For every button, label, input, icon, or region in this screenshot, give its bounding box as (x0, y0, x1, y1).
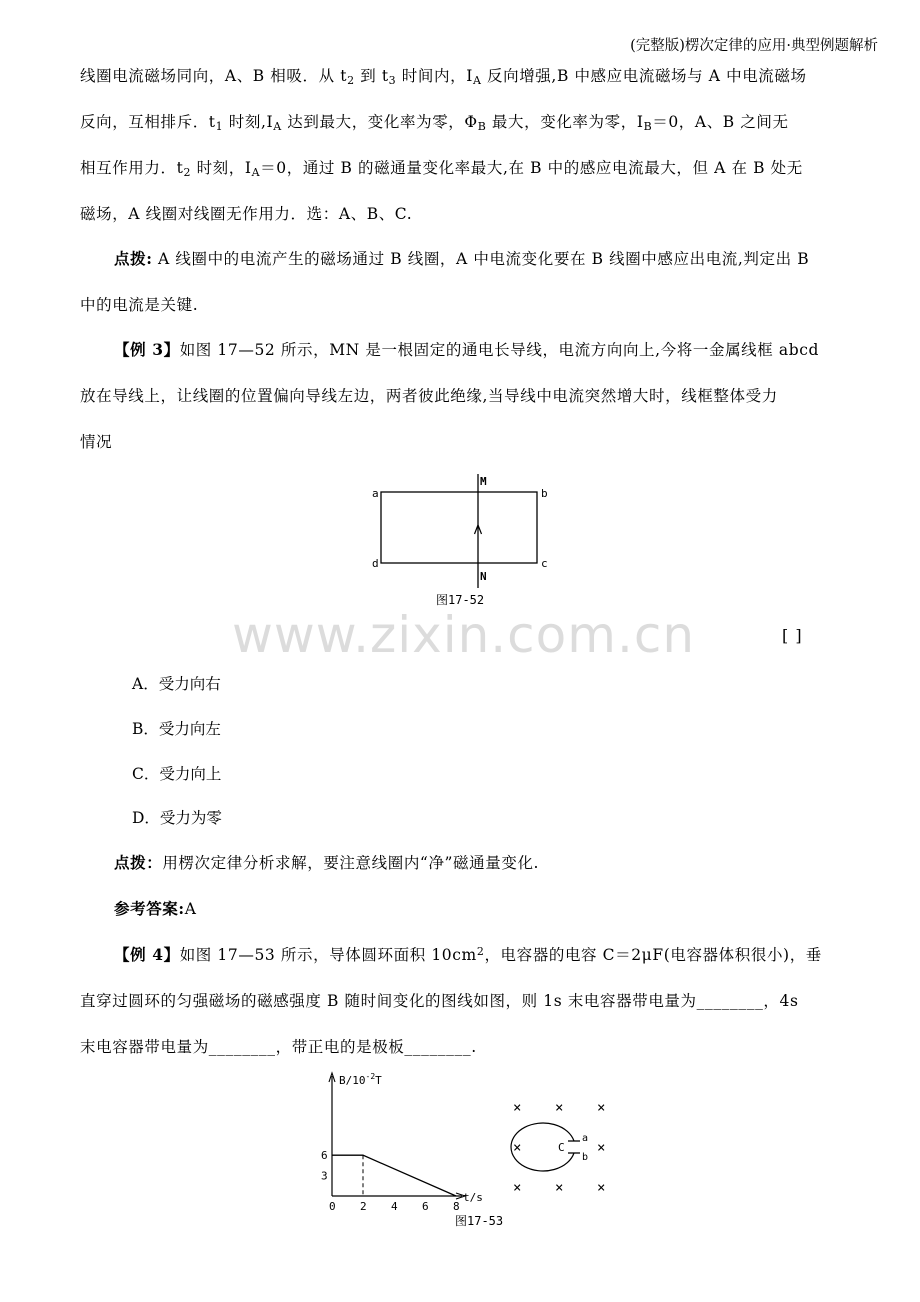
x-tick-label: 8 (453, 1200, 460, 1213)
x-tick-label: 0 (329, 1200, 336, 1213)
page-header: (完整版)楞次定律的应用·典型例题解析 (630, 38, 878, 54)
example-3: 【例 3】如图 17—52 所示，MN 是一根固定的通电长导线，电流方向向上,今将一金属线框 abcd 放在导线上，让线圈的位置偏向导线左边，两者彼此绝缘,当导线中电流突然增大时，线框整体受力 情况 (80, 340, 820, 451)
label-d: d (372, 557, 379, 570)
label-c: c (541, 557, 548, 570)
field-cross-icon: × (597, 1100, 606, 1116)
wire-frame-abcd (381, 492, 537, 563)
x-tick-label: 4 (391, 1200, 398, 1213)
figure-17-52 (360, 470, 560, 610)
x-tick-label: 2 (360, 1200, 367, 1213)
plate-b-label: b (582, 1152, 589, 1163)
option-b: B．受力向左 (132, 720, 221, 738)
field-cross-icon: × (597, 1180, 606, 1196)
series-line-b (332, 1155, 456, 1196)
example-label: 【例 3】 (114, 340, 180, 359)
plate-a-label: a (582, 1133, 589, 1144)
answer-value: A (184, 900, 197, 918)
field-cross-icon: × (513, 1100, 522, 1116)
solution-paragraph (80, 53, 850, 237)
field-cross-icon: × (555, 1180, 564, 1196)
capacitor-label: C (558, 1141, 565, 1154)
figure-caption: 图17-53 (455, 1214, 504, 1228)
label-n: N (480, 570, 487, 583)
watermark: www.zixin.com.cn (232, 606, 696, 664)
field-cross-icon: × (597, 1140, 606, 1156)
figure-17-53 (300, 1070, 630, 1230)
y-axis-label: $B/10^{-2}T$ (339, 1072, 382, 1087)
field-cross-icon: × (513, 1180, 522, 1196)
paragraph-line: 线圈电流磁场同向，A、B 相吸．从 $t_2$ 到 $t_3$ 时间内，$I_A$ 反向增强,B 中感应电流磁场与 A 中电流磁场 (80, 67, 807, 87)
reference-answer (80, 886, 850, 932)
option-c: C．受力向上 (132, 765, 222, 783)
field-cross-icon: × (555, 1100, 564, 1116)
option-a: A．受力向右 (132, 675, 221, 693)
y-tick-label: 6 (321, 1149, 328, 1163)
example-label: 【例 4】 (114, 945, 180, 964)
option-d: D．受力为零 (132, 809, 222, 827)
paragraph-line: 反向，互相排斥．$t_1$ 时刻$,I_A$ 达到最大，变化率为零，$\Phi_B$ 最大，变化率为零，$I_B=0$，A、B 之间无 (80, 113, 789, 133)
tip-paragraph: 点拨: A 线圈中的电流产生的磁场通过 B 线圈，A 中电流变化要在 B 线圈中感应出电流,判定出 B 中的电流是关键. (80, 249, 810, 314)
tip-2: 点拨：用楞次定律分析求解，要注意线圈内“净”磁通量变化. (114, 853, 540, 872)
y-tick-label: 3 (321, 1169, 328, 1183)
label-m: M (480, 475, 487, 488)
example-4: 【例 4】如图 17—53 所示，导体圆环面积 $10cm^2$，电容器的电容 C＝2μF(电容器体积很小)，垂 直穿过圆环的匀强磁场的磁感强度 B 随时间变化的图线如图，则 1s 末电容器带电量为________，4s 末电容器带电量为________，带正电的是极板________. (80, 945, 822, 1056)
tip-label: 点拨： (114, 853, 163, 872)
paragraph-line: 相互作用力．$t_2$ 时刻，$I_A=0$，通过 B 的磁通量变化率最大,在 B 中的感应电流最大，但 A 在 B 处无 (80, 159, 803, 179)
field-cross-icon: × (513, 1140, 522, 1156)
answer-bracket: [ ] (782, 626, 803, 645)
figure-caption: 图17-52 (436, 593, 485, 607)
x-axis-label: t/s (463, 1191, 483, 1204)
tip-label: 点拨: (114, 249, 153, 268)
x-tick-label: 6 (422, 1200, 429, 1213)
label-b: b (541, 487, 548, 500)
paragraph-line: 磁场，A 线圈对线圈无作用力．选：A、B、C. (80, 205, 413, 223)
label-a: a (372, 487, 379, 500)
answer-label: 参考答案: (114, 899, 185, 918)
